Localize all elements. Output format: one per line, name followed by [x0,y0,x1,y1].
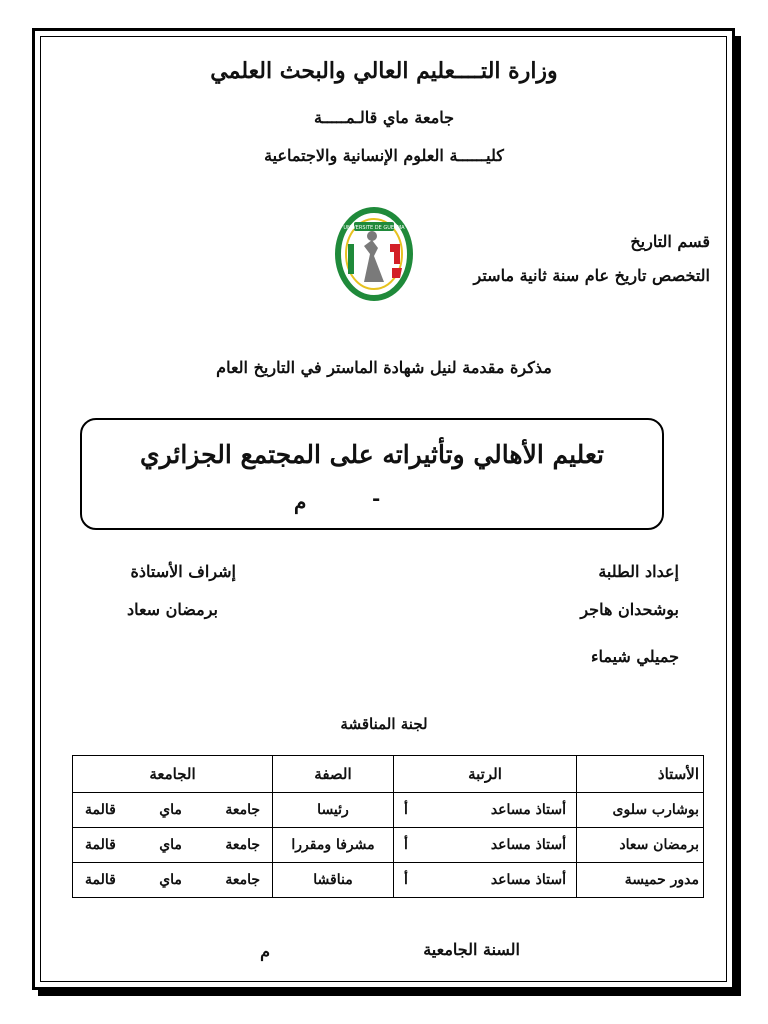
table-header-row [73,756,704,793]
university-name: جامعة ماي قالـمـــــة [313,108,455,127]
professor-cell: مدور حميسة [577,863,704,898]
table-row [73,793,704,828]
university-word: قالمة [85,837,116,853]
committee-title: لجنة المناقشة [340,715,428,733]
era-mark: م [294,490,307,514]
thesis-dates [82,486,662,516]
thesis-title-box [80,418,664,530]
rank-grade: أ [404,837,408,853]
student-name: بوشحدان هاجر [580,600,679,619]
rank-grade: أ [404,872,408,888]
department-name: قسم التاريخ [630,232,710,251]
rank-text: أستاذ مساعد [490,837,566,853]
ministry-heading: وزارة التــــعليم العالي والبحث العلمي [210,58,558,84]
university-word: ماي [159,802,182,818]
logo-green-mark [348,244,354,274]
rank-text: أستاذ مساعد [490,802,566,818]
student-name: جميلي شيماء [590,647,679,666]
memo-description: مذكرة مقدمة لنيل شهادة الماستر في التاريخ العام [216,358,552,377]
professor-cell: بوشارب سلوى [577,793,704,828]
page-border-shadow-right [735,36,741,996]
rank-cell [394,793,577,828]
role-cell: مناقشا [273,863,394,898]
university-word: قالمة [85,872,116,888]
column-header-university: الجامعة [73,756,273,793]
column-header-professor: الأستاذ [577,756,704,793]
university-word: جامعة [225,872,260,888]
academic-year-era-mark: م [260,942,270,961]
table-row [73,863,704,898]
column-header-rank: الرتبة [394,756,577,793]
role-cell: مشرفا ومقررا [273,828,394,863]
logo-text: UNIVERSITE DE GUELMA [343,225,405,231]
university-cell [73,793,273,828]
logo-head [367,231,377,241]
university-logo [334,204,414,304]
page-border-shadow-bottom [38,990,741,996]
committee-table [72,755,704,898]
university-word: جامعة [225,837,260,853]
faculty-name: كليــــــة العلوم الإنسانية والاجتماعية [264,146,504,165]
university-word: ماي [159,872,182,888]
rank-cell [394,828,577,863]
university-cell [73,828,273,863]
academic-year-label: السنة الجامعية [423,940,520,959]
rank-text: أستاذ مساعد [490,872,566,888]
specialization: التخصص تاريخ عام سنة ثانية ماستر [473,266,710,285]
rank-cell [394,863,577,898]
column-header-role: الصفة [273,756,394,793]
supervisor-name: برمضان سعاد [126,600,218,619]
supervision-label: إشراف الأستاذة [130,562,236,581]
table-row [73,828,704,863]
university-word: جامعة [225,802,260,818]
university-word: قالمة [85,802,116,818]
university-word: ماي [159,837,182,853]
prepared-by-label: إعداد الطلبة [598,562,679,581]
professor-cell: برمضان سعاد [577,828,704,863]
role-cell: رئيسا [273,793,394,828]
date-dash: - [372,486,381,510]
thesis-title: تعليم الأهالي وتأثيراته على المجتمع الجزائري [140,440,604,469]
university-cell [73,863,273,898]
rank-grade: أ [404,802,408,818]
